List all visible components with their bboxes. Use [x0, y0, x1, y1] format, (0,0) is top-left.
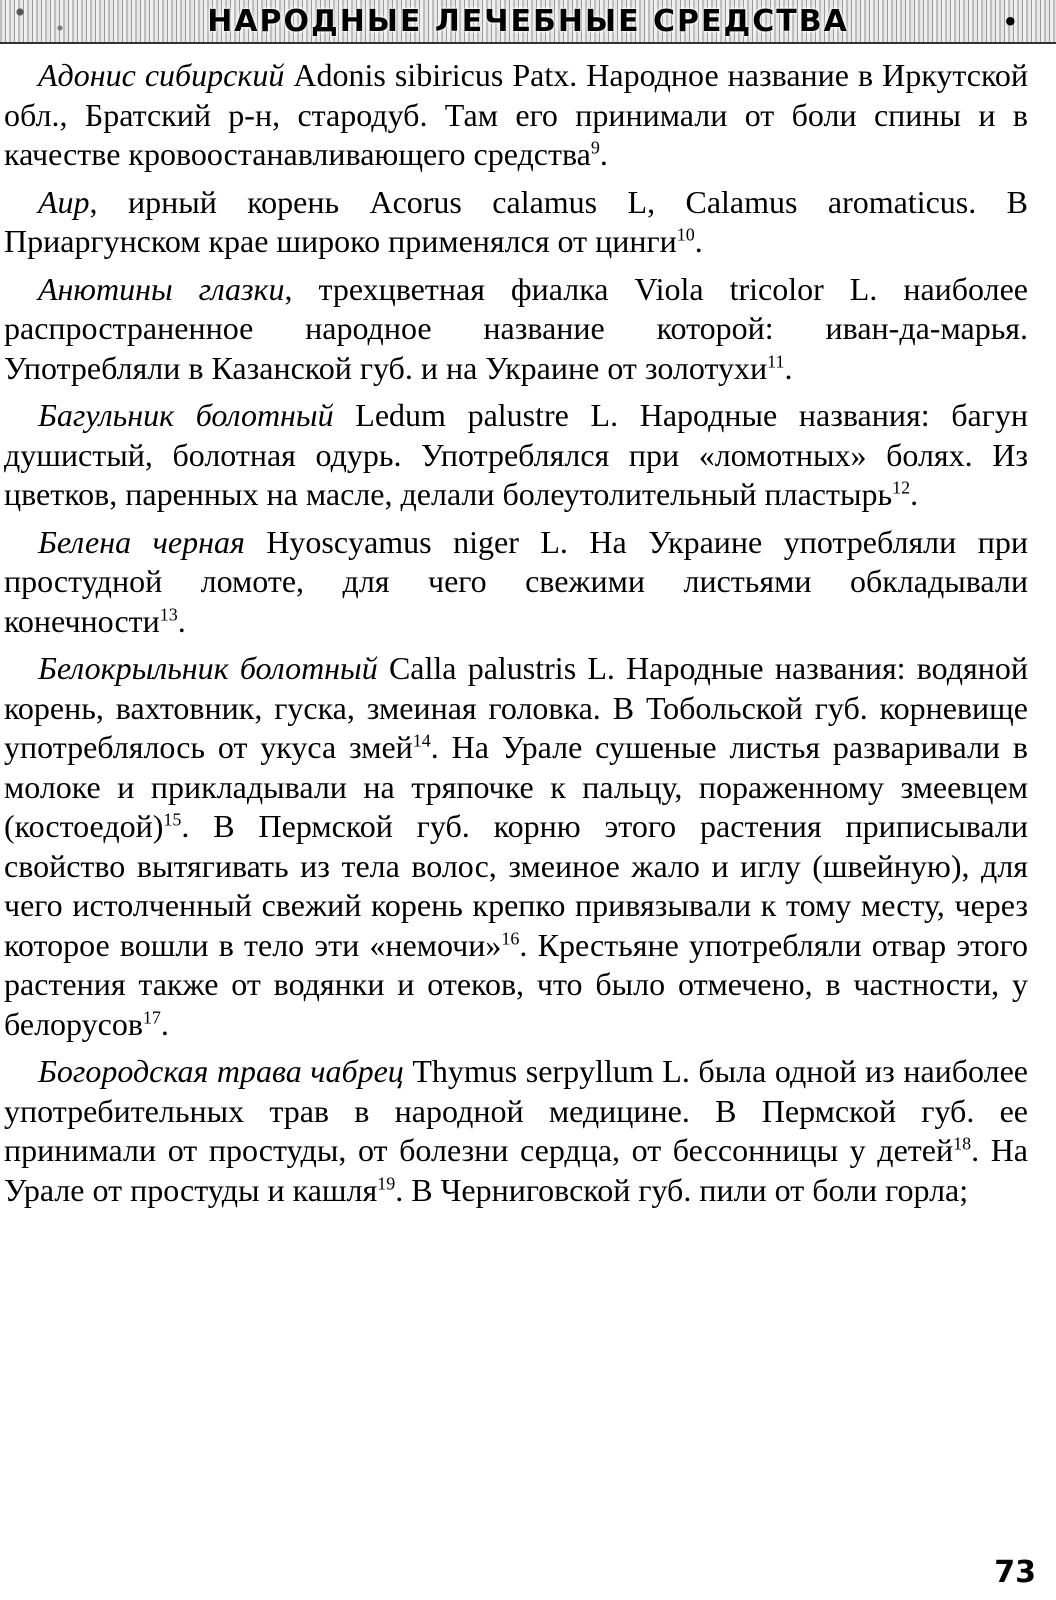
footnote-ref: 10: [676, 224, 695, 245]
running-header: [0, 0, 1056, 44]
entry-text: Thymus serpyllum L. была одной из наиболее употребительных трав в народной медицине. В Пермской губ. ее принимали от простуды, от болезни сердца, от бессонницы у детей: [4, 1053, 1029, 1168]
entry-text: Hyoscyamus niger L. На Украине употребляли при простудной ломоте, для чего свежими листьями обкладывали конечности: [4, 523, 1029, 639]
entry-text: Calla palustris L. Народные названия: водяной корень, вахтовник, гуска, змеиная головка. В Тобольской губ. корневище употреблялось от укуса змей: [4, 650, 1029, 765]
entry-end: .: [177, 602, 186, 639]
entry-term: Белокрыльник болотный: [38, 650, 378, 686]
entry-belokrylnik: [4, 649, 1028, 1044]
entry-end: .: [784, 349, 793, 386]
entry-term: Богородская трава чабрец: [38, 1053, 404, 1089]
entry-text: Adonis sibiricus Patx. Народное название в Иркутской обл., Братский р-н, стародуб. Там его принимали от боли спины и в качестве кровоостанавливающего средства: [4, 57, 1029, 172]
entry-belena: [4, 523, 1028, 642]
entry-text: Ledum palustre L. Народные названия: багун душистый, болотная одурь. Употреблялся при «ломотных» болях. Из цветков, паренных на масле, делали болеутолительный пластырь: [4, 397, 1029, 512]
running-header-title: НАРОДНЫЕ ЛЕЧЕБНЫЕ СРЕДСТВА: [207, 4, 849, 39]
page-number: 73: [994, 1555, 1036, 1590]
entry-text: . На Урале от простуды и кашля: [4, 1132, 1029, 1208]
entry-air: [4, 183, 1028, 262]
entry-text: . В Черниговской губ. пили от боли горла;: [395, 1171, 969, 1208]
footnote-ref: 9: [590, 137, 600, 158]
entry-term: Анютины глазки: [38, 270, 285, 307]
footnote-ref: 14: [412, 730, 431, 751]
entry-adonis: [4, 56, 1028, 175]
entry-text: , трехцветная фиалка Viola tricolor L. наиболее распространенное народное название которой: иван-да-марья. Употребляли в Казанской губ. и на Украине от золотухи: [4, 270, 1028, 386]
entry-end: .: [910, 476, 919, 512]
entry-term: Адонис сибирский: [38, 57, 285, 93]
page-body: [4, 56, 1028, 1218]
entry-text: . Крестьяне употребляли отвар этого растения также от водянки и отеков, что было отмечено, в частности, у белорусов: [4, 926, 1029, 1042]
entry-anyutiny-glazki: [4, 270, 1028, 389]
footnote-ref: 12: [892, 477, 911, 498]
entry-end: .: [599, 136, 608, 172]
entry-end: .: [160, 1005, 169, 1042]
entry-text: . В Пермской губ. корню этого растения приписывали свойство вытягивать из тела волос, змеиное жало и иглу (швейную), для чего истолченный свежий корень крепко привязывали к тому месту, через которое вошли в тело эти «немочи»: [4, 808, 1028, 963]
footnote-ref: 19: [377, 1172, 396, 1193]
entry-text: . На Урале сушеные листья разваривали в молоке и прикладывали на тряпочке к пальцу, пораженному змеевцем (костоедой): [4, 729, 1029, 844]
entry-term: Аир: [38, 183, 90, 220]
footnote-ref: 18: [953, 1133, 972, 1154]
entry-bagulnik: [4, 396, 1028, 515]
footnote-ref: 16: [501, 927, 520, 948]
footnote-ref: 11: [767, 350, 785, 371]
header-ornament-dot: •: [1002, 8, 1018, 36]
entry-term: Белена черная: [38, 523, 245, 560]
entry-end: .: [694, 223, 703, 259]
footnote-ref: 13: [159, 603, 178, 624]
entry-text: , ирный корень Acorus calamus L, Calamus aromaticus. В Приаргунском крае широко применялся от цинги: [4, 183, 1028, 259]
entry-bogorodskaya-trava: [4, 1052, 1028, 1210]
footnote-ref: 15: [163, 809, 182, 830]
entry-term: Багульник болотный: [38, 397, 334, 433]
footnote-ref: 17: [142, 1006, 161, 1027]
